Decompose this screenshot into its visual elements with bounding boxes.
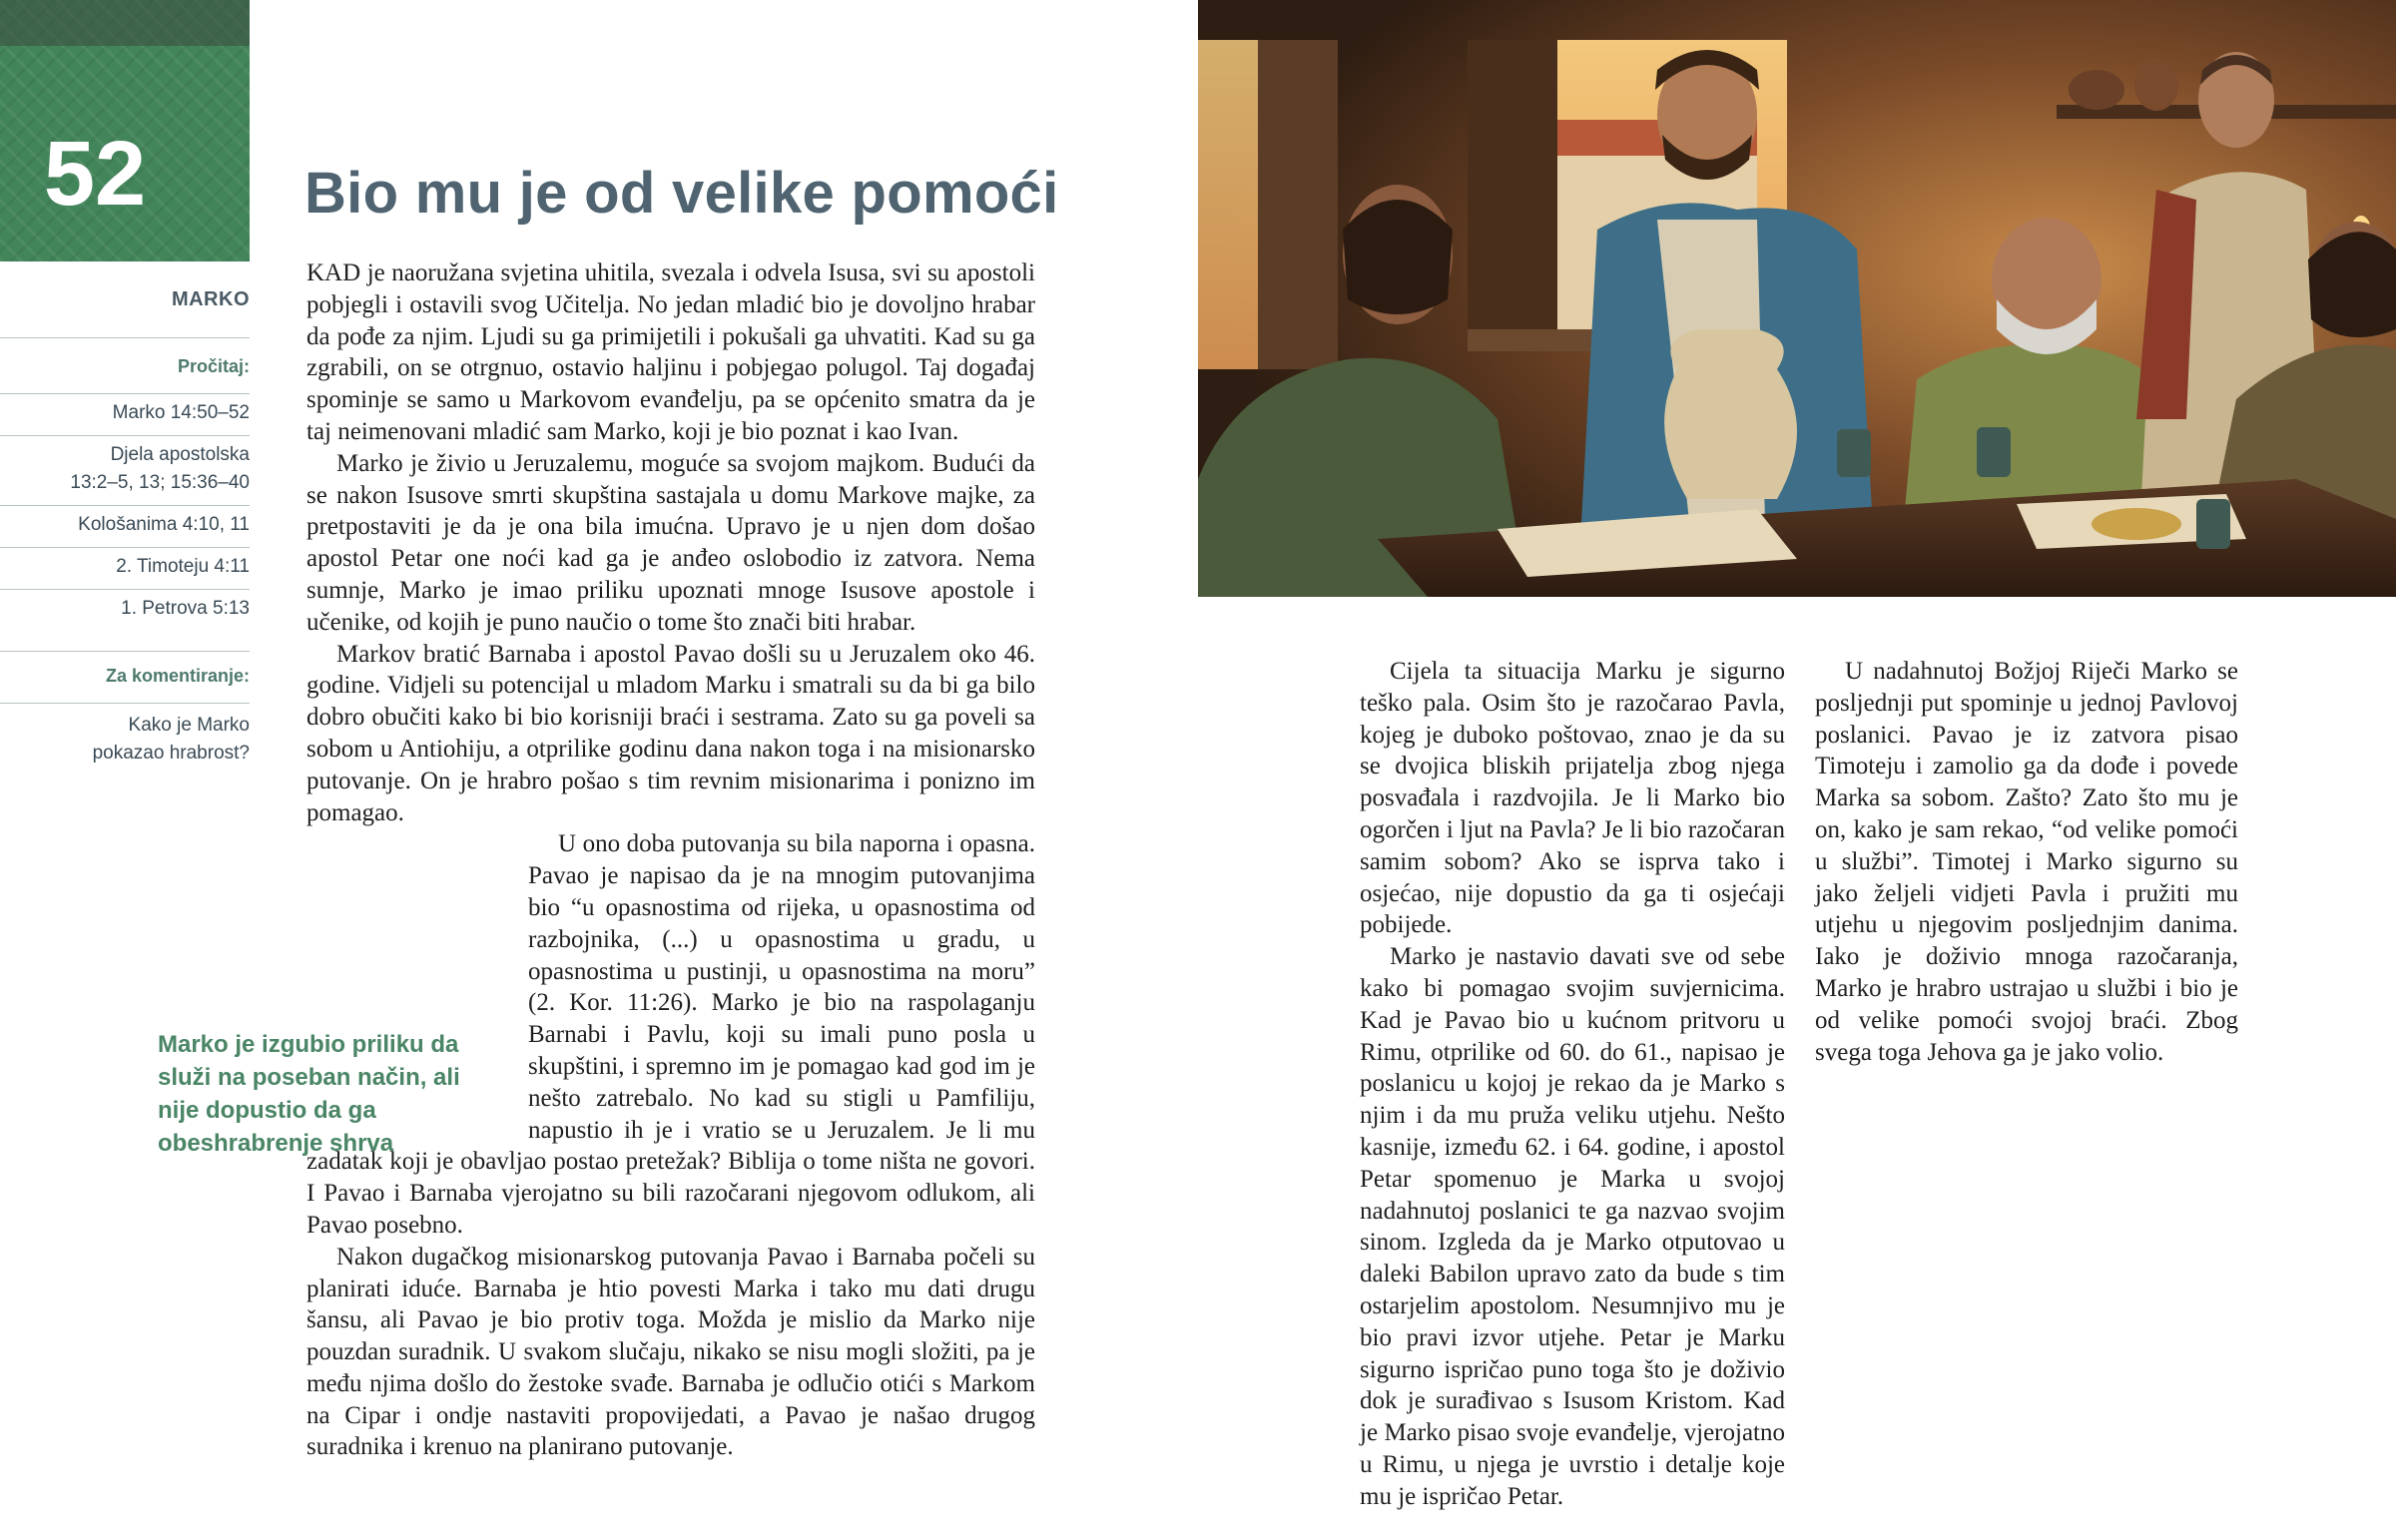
paragraph: Cijela ta situacija Marku je sigurno teško pala. Osim što je razočarao Pavla, kojeg je duboko poštovao, znao je da su se dvojica bliskih prijatelja zbog njega posvađala i razdvojila. Je li Marko bio ogorčen i ljut na Pavla? Je li bio razočaran samim sobom? Ako se isprva tako i osjećao, nije dopustio da ga ti osjećaji pobijede.	[1360, 658, 1785, 939]
sidebar-question-line: Kako je Marko	[128, 715, 250, 736]
sidebar-discuss-label: Za komentiranje:	[0, 651, 250, 703]
sidebar-reference: Kološanima 4:10, 11	[0, 505, 250, 547]
paragraph: Marko je nastavio davati sve od sebe kako bi pomagao svojim suvjernicima. Kad je Pavao bio u kućnom pritvoru u Rimu, otprilike od 60. do 61., napisao je poslanicu u kojoj je rekao da je Marko s njim i da mu pruža veliku utjehu. Nešto kasnije, između 62. i 64. godine, i apostol Petar spomenuo je Marka u svojoj nadahnutoj poslanici te ga nazvao svojim sinom. Izgleda da je Marko otputovao u daleki Babilon upravo zato da bude s tim ostarjelim apostolom. Nesumnjivo mu je bio pravi izvor utjehe. Petar je Marku sigurno ispričao puno toga što je doživio dok je surađivao s Isusom Kristom. Kad je Marko pisao svoje evanđelje, vjerojatno u Rimu, u njega je uvrstio i detalje koje mu je ispričao Petar.	[1360, 943, 1785, 1510]
paragraph: Nakon dugačkog misionarskog putovanja Pavao i Barnaba počeli su planirati iduće. Barnaba je htio povesti Marka i tako mu dati drugu šansu, ali Pavao je bio protiv toga. Možda je mislio da Marko nije pouzdan suradnik. U svakom slučaju, nikako se nisu mogli složiti, pa je među njima došlo do žestoke svađe. Barnaba je odlučio otići s Markom na Cipar i ondje nastaviti propovijedati, a Pavao je našao drugog suradnika i krenuo na planirano putovanje.	[306, 1243, 1035, 1461]
sidebar-question-line: pokazao hrabrost?	[92, 743, 250, 764]
sidebar-question	[0, 703, 250, 772]
illustration-mark-with-apostles	[1198, 0, 2396, 597]
paragraph: U nadahnutoj Božjoj Riječi Marko se posljednji put spominje u jednoj Pavlovoj poslanici. Pavao je iz zatvora pisao Timoteju i zamolio ga da dođe i povede Marka sa sobom. Zašto? Zato što mu je on, kako je sam rekao, “od velike pomoći u službi”. Timotej i Marko sigurno su jako željeli vidjeti Pavla i pružiti mu utjehu u njegovim posljednjim danima. Iako je doživio mnoga razočaranja, Marko je hrabro ustrajao u službi i bio je od velike pomoći svojoj braći. Zbog svega toga Jehova ga je jako volio.	[1815, 658, 2238, 1066]
paragraph: KAD je naoružana svjetina uhitila, svezala i odvela Isusa, svi su apostoli pobjegli i ostavili svog Učitelja. No jedan mladić bio je dovoljno hrabar da pođe za njim. Ljudi su ga primijetili i pokušali ga uhvatiti. Kad su ga zgrabili, on se otrgnuo, ostavio haljinu i pobjegao polugol. Taj događaj spominje se samo u Markovom evanđelju, pa se općenito smatra da je taj neimenovani mladić sam Marko, koji je bio poznat i kao Ivan.	[306, 259, 1035, 445]
sidebar	[0, 261, 250, 772]
body-column-middle	[1360, 656, 1785, 1513]
pull-quote: Marko je izgubio priliku da služi na poseban način, ali nije dopustio da ga obeshrabrenje shrva	[158, 1031, 460, 1157]
sidebar-reference: Marko 14:50–52	[0, 393, 250, 435]
sidebar-reference-line: Djela apostolska	[110, 444, 250, 465]
chapter-number: 52	[43, 123, 147, 225]
sidebar-reference: 2. Timoteju 4:11	[0, 547, 250, 589]
paragraph: Markov bratić Barnaba i apostol Pavao došli su u Jeruzalem oko 46. godine. Vidjeli su potencijal u mladom Marku i smatrali su da bi ga bilo dobro obučiti kako bi bio korisniji braći i sestrama. Zato su ga poveli sa sobom u Antiohiju, a otprilike godinu dana nakon toga i na misionarsko putovanje. On je hrabro pošao s tim revnim misionarima i ponizno im pomagao.	[306, 640, 1035, 826]
sidebar-read-label: Pročitaj:	[0, 337, 250, 393]
sidebar-character-name: MARKO	[171, 288, 250, 310]
page-title: Bio mu je od velike pomoći	[304, 161, 1059, 226]
body-column-left	[306, 257, 1035, 1463]
body-column-right	[1815, 656, 2238, 1068]
sidebar-reference-line: 13:2–5, 13; 15:36–40	[70, 472, 250, 493]
sidebar-reference	[0, 435, 250, 505]
badge-top-band	[0, 0, 250, 46]
paragraph: Marko je živio u Jeruzalemu, moguće sa svojom majkom. Budući da se nakon Isusove smrti skupština sastajala u domu Markove majke, za pretpostaviti je da je ona bila imućna. Upravo je u njen dom došao apostol Petar one noći kad ga je anđeo oslobodio iz zatvora. Nema sumnje, Marko je imao priliku upoznati mnoge Isusove apostole i učenike, od kojih je puno naučio o tome što znači biti hrabar.	[306, 449, 1035, 636]
paragraph-text: U ono doba putovanja su bila naporna i opasna. Pavao je napisao da je na mnogim putovanjima bio “u opasnostima od rijeka, u opasnostima od razbojnika, (...) u opasnostima u gradu, u opasnostima u pustinji, u opasnostima na moru” (2. Kor. 11:26). Marko je bio na raspolaganju Barnabi i Pavlu, koji su imali puno posla u skupštini, i spremno im je pomagao kad god im je nešto zatrebalo. No kad su stigli u Pamfiliju, napustio ih je i vratio se u Jeruzalem. Je li mu zadatak koji je obavljao postao pretežak? Biblija o tome ništa ne govori. I Pavao i Barnaba vjerojatno su bili razočarani njegovom odlukom, ali Pavao posebno.	[306, 830, 1035, 1239]
sidebar-reference: 1. Petrova 5:13	[0, 589, 250, 651]
